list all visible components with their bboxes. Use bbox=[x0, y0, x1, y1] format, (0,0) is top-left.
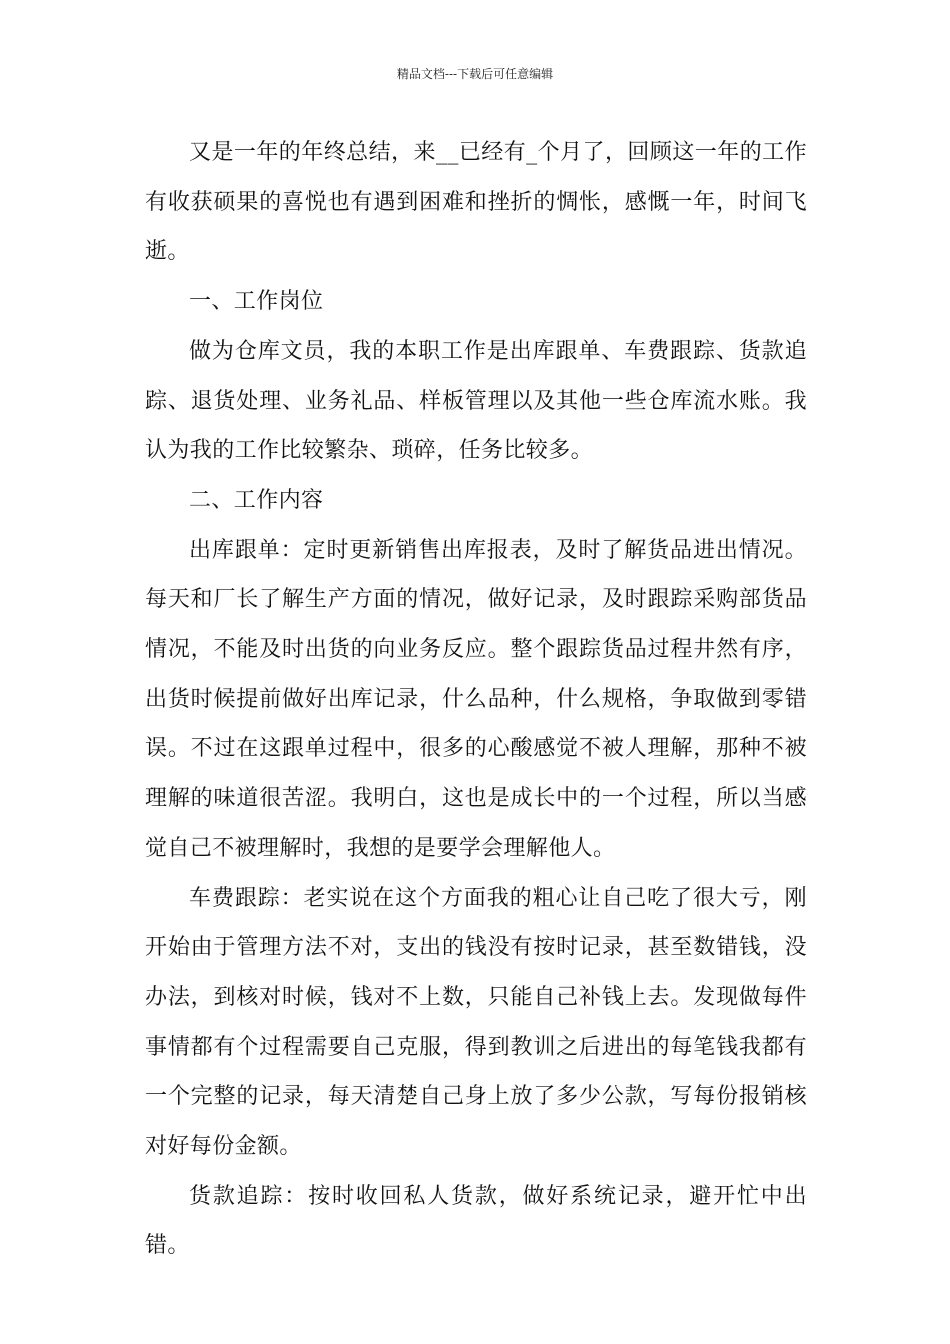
page-header: 精品文档---下载后可任意编辑 bbox=[396, 67, 554, 81]
paragraph-outbound-tracking: 出库跟单：定时更新销售出库报表，及时了解货品进出情况。每天和厂长了解生产方面的情况，做好记录，及时跟踪采购部货品情况，不能及时出货的向业务反应。整个跟踪货品过程井然有序，出货时候提前做好出库记录，什么品种，什么规格，争取做到零错误。不过在这跟单过程中，很多的心酸感觉不被人理解，那种不被理解的味道很苦涩。我明白，这也是成长中的一个过程，所以当感觉自己不被理解时，我想的是要学会理解他人。 bbox=[145, 537, 807, 861]
section-heading-work-content: 二、工作内容 bbox=[189, 487, 324, 513]
paragraph-intro: 又是一年的年终总结，来__已经有_个月了，回顾这一年的工作有收获硕果的喜悦也有遇到困难和挫折的惆怅，感慨一年，时间飞逝。 bbox=[145, 140, 807, 265]
paragraph-freight-tracking: 车费跟踪：老实说在这个方面我的粗心让自己吃了很大亏，刚开始由于管理方法不对，支出的钱没有按时记录，甚至数错钱，没办法，到核对时候，钱对不上数，只能自己补钱上去。发现做每件事情都有个过程需要自己克服，得到教训之后进出的每笔钱我都有一个完整的记录，每天清楚自己身上放了多少公款，写每份报销核对好每份金额。 bbox=[145, 885, 807, 1160]
paragraph-job-duties: 做为仓库文员，我的本职工作是出库跟单、车费跟踪、货款追踪、退货处理、业务礼品、样板管理以及其他一些仓库流水账。我认为我的工作比较繁杂、琐碎，任务比较多。 bbox=[145, 338, 807, 464]
paragraph-payment-tracking: 货款追踪：按时收回私人货款，做好系统记录，避开忙中出错。 bbox=[145, 1183, 807, 1259]
document-body bbox=[145, 128, 807, 1271]
section-heading-job-position: 一、工作岗位 bbox=[189, 289, 324, 315]
